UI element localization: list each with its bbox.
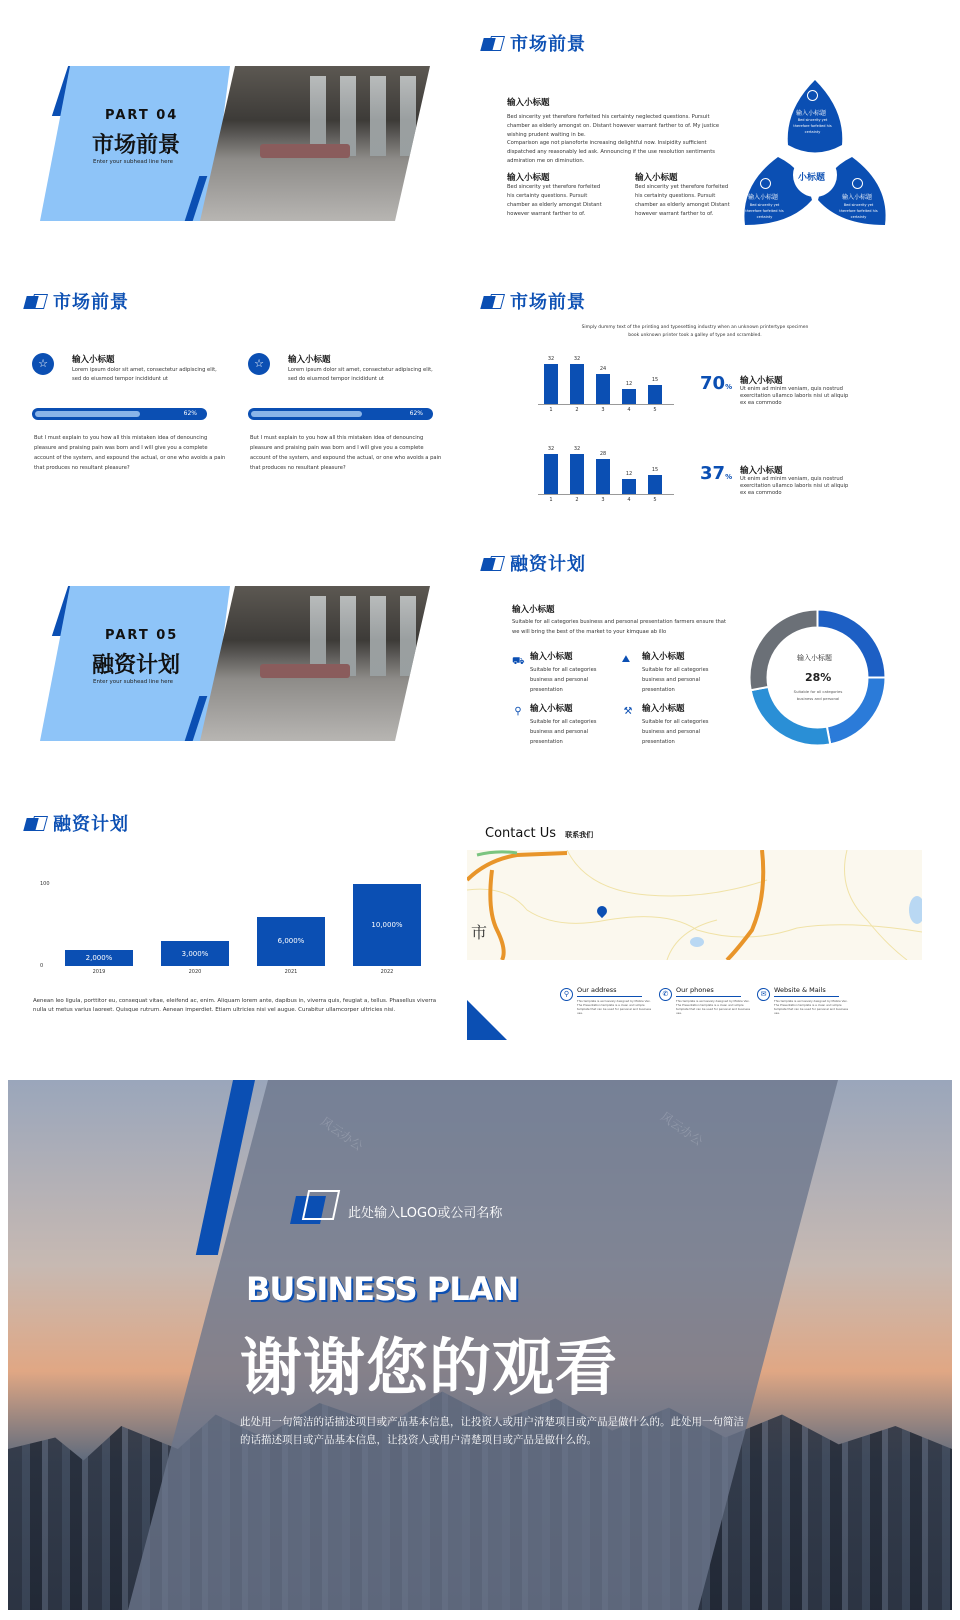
slide-title: 市场前景 [53,292,129,313]
petal-top-text: Bed sincerity yet therefore forfeited his certainty [793,118,832,134]
watermark: 风云办公 [318,1114,366,1154]
donut-percent: 28% [805,671,832,684]
logo-mark-icon [482,36,502,51]
description-line-2: 的话描述项目或产品基本信息，让投资人或用户清楚项目或产品是做什么的。 [240,1434,597,1446]
contact-item-text: This template is exclusively designed by Mobile Vax. The Presentation template is a clean and simple template that can be used for personal and business use. [577,999,652,1015]
section-title: 市场前景 [92,133,181,158]
section-title: 融资计划 [92,653,181,678]
petal-right-title: 输入小标题 [842,194,873,201]
bar-value-label: 24 [599,366,607,372]
feature-1-text: Suitable for all categories business and personal presentation [530,667,597,693]
slide-market-charts [470,278,940,518]
donut-title: 输入小标题 [797,654,832,662]
slide-header [482,550,586,576]
logo-text: 此处输入LOGO或公司名称 [348,1206,503,1221]
subtitle-2: 输入小标题 [507,173,550,183]
item-title: 输入小标题 [72,355,115,365]
progress-fill [251,411,362,417]
corner-triangle [467,1000,507,1040]
item-body: But I must explain to you how all this mistaken idea of denouncing pleasure and praising pain was born and I will give you a complete account of the system, and expound the actual, or one who avoids a pain that produces no resultant pleasure? [34,435,226,471]
contact-item-rule [676,996,741,997]
item-body: But I must explain to you how all this mistaken idea of denouncing pleasure and praising pain was born and I will give you a complete account of the system, and expound the actual, or one who avoids a pain that produces no resultant pleasure? [250,435,442,471]
x-tick-label: 5 [653,407,657,413]
phone-icon: ✆ [659,988,672,1001]
bar [648,385,662,404]
office-photo [200,586,430,741]
bar-value-label: 32 [573,446,581,452]
x-axis [538,404,674,405]
petal-center-label: 小标题 [798,173,826,183]
y-tick-label: 0 [40,963,44,969]
x-tick-label: 5 [653,497,657,503]
bar-chart-top [538,348,678,416]
contact-item-text: This template is exclusively designed by Mobile Vax. The Presentation template is a clean and simple template that can be used for personal and business use. [676,999,751,1015]
paragraph-4: Bed sincerity yet therefore forfeited his certainty questions. Pursuit chamber as elderly amongst Distant however warrant farther to of. [635,184,730,217]
mail-icon: ✉ [757,988,770,1001]
x-tick-label: 2021 [284,969,298,975]
funding-bar-chart [30,880,440,980]
bar-value-label: 32 [573,356,581,362]
office-photo [200,66,430,221]
section-subhead: Enter your subhead line here [93,679,174,685]
x-tick-label: 2020 [188,969,202,975]
slide-part05 [20,558,450,758]
donut-text: Suitable for all categories business and personal [793,689,843,701]
slide-header [482,30,586,56]
subtitle: 输入小标题 [512,605,555,615]
contact-item-title: Our address [577,986,617,994]
bar [544,454,558,494]
tool-icon: ⚒ [623,706,633,717]
bar [570,454,584,494]
feature-3-text: Suitable for all categories business and personal presentation [530,719,597,745]
section-subhead: Enter your subhead line here [93,159,174,165]
x-tick-label: 4 [627,407,631,413]
item-2 [248,353,448,493]
map-city-label: 市 [471,923,488,942]
item-text: Lorem ipsum dolor sit amet, consectetur adipiscing elit, sed do eiusmod tempor incididunt ut [288,367,433,382]
y-tick-label: 100 [40,881,50,887]
mountain-icon: ⛰ [621,654,631,665]
stat-unit: % [725,473,733,481]
title-en: BUSINESS PLAN [246,1270,519,1308]
contact-item-text: This template is exclusively designed by Mobile Vax. The Presentation template is a clean and simple template that can be used for personal and business use. [774,999,849,1015]
bar-value-label: 28 [599,451,607,457]
feature-2-text: Suitable for all categories business and personal presentation [642,667,709,693]
part-label: PART 05 [105,628,179,643]
slide-market-petals [470,20,940,245]
bar [596,459,610,494]
pin-icon: ⚲ [514,706,522,717]
progress-label: 62% [409,410,423,417]
slide-header [25,288,129,314]
x-tick-label: 2 [575,497,579,503]
feature-3-title: 输入小标题 [530,704,573,714]
x-tick-label: 3 [601,407,605,413]
item-title: 输入小标题 [288,355,331,365]
slide-thanks [8,1080,952,1610]
stat-value: 37 [700,463,726,484]
x-tick-label: 1 [549,497,553,503]
stat-1 [700,373,732,394]
bar-value-label: 6,000% [277,937,305,946]
donut-segment [818,610,886,678]
slide-funding-features [470,540,940,770]
logo-mark-icon [482,556,502,571]
contact-item-title: Our phones [676,986,714,994]
contact-title-cn: 联系我们 [565,831,594,839]
x-tick-label: 1 [549,407,553,413]
subtitle-3: 输入小标题 [635,173,678,183]
intro-text: Simply dummy text of the printing and typesetting industry when an unknown printertype specimen book unknown printer took a galley of type and scrambled. [581,325,809,338]
petal-right-icon [852,178,863,189]
paragraph-2: Comparison age not pianoforte increasing delightful now. Insipidity sufficient dispatched any reasonably led ask. Announcing if the use resolution sentiments admiration me on diminution. [507,140,715,164]
slide-market-progress [10,278,455,503]
logo-mark-icon [482,294,502,309]
map[interactable] [467,850,922,960]
x-tick-label: 2 [575,407,579,413]
slide-title: 市场前景 [510,34,586,55]
feature-1-title: 输入小标题 [530,652,573,662]
pin-icon: ⚲ [560,988,573,1001]
logo-mark-icon [25,816,45,831]
stat-value: 70 [700,373,726,394]
stat-2 [700,463,732,484]
progress-label: 62% [183,410,197,417]
bar-value-label: 2,000% [85,953,113,962]
slide-title: 融资计划 [510,554,586,575]
paragraph-1: Bed sincerity yet therefore forfeited his certainty neglected questions. Pursuit chamber as elderly amongst on. Distant however warrant farther to of. My justice wishing prudent waiting in be. [507,114,720,138]
feature-4-title: 输入小标题 [642,704,685,714]
bar-value-label: 32 [547,356,555,362]
description-line-1: 此处用一句简洁的话描述项目或产品基本信息，让投资人或用户清楚项目或产品是做什么的。此处用一句简洁 [240,1416,744,1428]
bar [570,364,584,404]
part-label: PART 04 [105,108,179,123]
bar [544,364,558,404]
item-text: Lorem ipsum dolor sit amet, consectetur adipiscing elit, sed do eiusmod tempor incididunt ut [72,367,217,382]
slide-contact [467,810,922,1042]
contact-title-en: Contact Us [485,826,556,841]
caption: Aenean leo ligula, porttitor eu, consequat vitae, eleifend ac, enim. Aliquam lorem ante, dapibus in, viverra quis, feugiat a, tellus. Phasellus viverra nulla ut metus varius laoreet. Quisque rutrum. Aenean imperdiet. Etiam ultricies nisi vel augue. Curabitur ullamcorper ultricies nisi. [33,998,437,1013]
subtitle-1: 输入小标题 [507,98,550,108]
x-tick-label: 2019 [92,969,106,975]
bar-chart-bottom [538,438,678,506]
contact-item-rule [577,996,642,997]
stat-1-text: Ut enim ad minim veniam, quis nostrud exercitation ullamco laboris nisi ut aliquip ex ea commodo [740,386,849,406]
slide-header [482,288,586,314]
item-1 [32,353,232,493]
stat-2-title: 输入小标题 [740,466,783,476]
bar-value-label: 15 [651,467,659,474]
slide-funding-chart [10,800,455,1040]
feature-2-title: 输入小标题 [642,652,685,662]
paragraph-3: Bed sincerity yet therefore forfeited his certainty questions. Pursuit chamber as elderly amongst Distant however warrant farther to of. [507,184,602,217]
petal-right-text: Bed sincerity yet therefore forfeited his certainty [839,203,878,219]
watermark: 风云办公 [658,1109,706,1149]
bar-value-label: 12 [625,381,633,387]
petal-left-text: Bed sincerity yet therefore forfeited his certainty [745,203,784,219]
petal-left-title: 输入小标题 [748,194,779,201]
stat-2-text: Ut enim ad minim veniam, quis nostrud exercitation ullamco laboris nisi ut aliquip ex ea commodo [740,476,849,496]
x-tick-label: 4 [627,497,631,503]
bar-value-label: 3,000% [181,949,209,958]
petal-left-icon [760,178,771,189]
stat-unit: % [725,383,733,391]
contact-title [485,822,593,841]
logo-mark-icon [25,294,45,309]
petal-top-title: 输入小标题 [796,110,827,117]
bar [622,389,636,404]
stat-1-title: 输入小标题 [740,376,783,386]
x-axis [538,494,674,495]
contact-item-title: Website & Mails [774,986,826,994]
intro-text: Suitable for all categories business and personal presentation farmers ensure that we will bring the best of the market to your kimquae ab illo [512,619,726,635]
bar [622,479,636,494]
logo-mark-icon [293,1190,335,1224]
contact-item-rule [774,996,839,997]
x-tick-label: 3 [601,497,605,503]
bar-value-label: 32 [547,446,555,452]
star-badge-icon: ☆ [32,353,54,375]
bar [648,475,662,494]
star-badge-icon: ☆ [248,353,270,375]
slide-part04 [20,38,450,238]
petal-top-icon [807,90,818,101]
bar-value-label: 10,000% [371,921,403,929]
slide-header [25,810,129,836]
bar-value-label: 12 [625,471,633,477]
bar [596,374,610,404]
feature-4-text: Suitable for all categories business and personal presentation [642,719,709,745]
progress-bar [248,408,433,420]
car-icon: ⛟ [512,656,525,667]
slide-title: 市场前景 [510,292,586,313]
x-tick-label: 2022 [380,969,394,975]
bar-value-label: 15 [651,377,659,384]
progress-fill [35,411,140,417]
slide-title: 融资计划 [53,814,129,835]
progress-bar [32,408,207,420]
title-cn: 谢谢您的观看 [240,1331,619,1404]
